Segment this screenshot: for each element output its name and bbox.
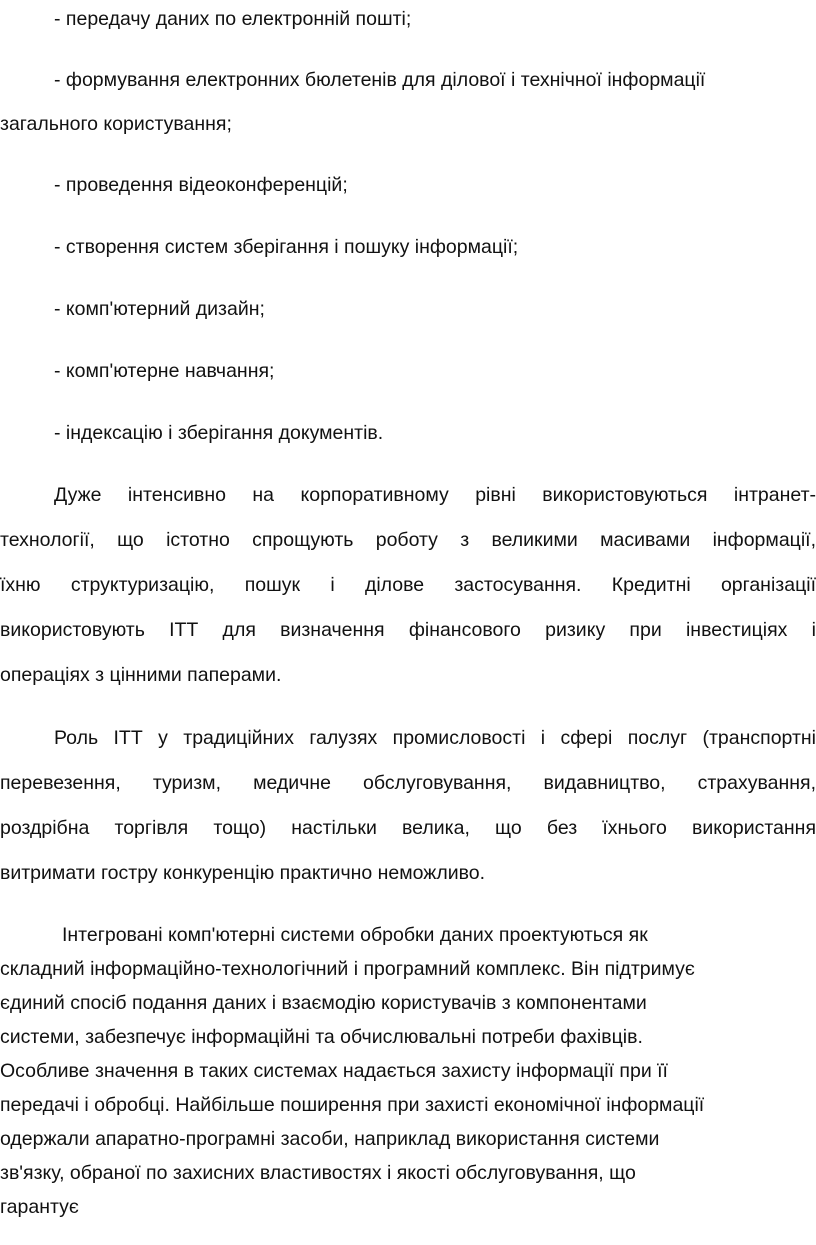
- paragraph-3-line: гарантує: [0, 1196, 79, 1218]
- paragraph-1-line: технології, що істотно спрощують роботу з великими масивами інформації,: [0, 529, 816, 551]
- bullet-item: - передачу даних по електронній пошті;: [54, 8, 412, 30]
- paragraph-2-line: перевезення, туризм, медичне обслуговування, видавництво, страхування,: [0, 772, 816, 794]
- paragraph-1-line: їхню структуризацію, пошук і ділове застосування. Кредитні організації: [0, 574, 816, 596]
- paragraph-3-line: передачі і обробці. Найбільше поширення при захисті економічної інформації: [0, 1094, 705, 1116]
- paragraph-3-line: складний інформаційно-технологічний і програмний комплекс. Він підтримує: [0, 958, 695, 980]
- paragraph-2-line: роздрібна торгівля тощо) настільки велика, що без їхнього використання: [0, 817, 816, 839]
- bullet-item: - індексацію і зберігання документів.: [54, 422, 384, 444]
- paragraph-3-line: системи, забезпечує інформаційні та обчислювальні потреби фахівців.: [0, 1026, 643, 1048]
- paragraph-3-line: одержали апаратно-програмні засоби, наприклад використання системи: [0, 1128, 660, 1150]
- paragraph-3-line: зв'язку, обраної по захисних властивостях і якості обслуговування, що: [0, 1162, 636, 1184]
- paragraph-2-line: Роль ІТТ у традиційних галузях промисловості і сфері послуг (транспортні: [54, 727, 816, 749]
- paragraph-1-line: Дуже інтенсивно на корпоративному рівні використовуються інтранет-: [54, 484, 816, 506]
- paragraph-3-line: Особливе значення в таких системах надається захисту інформації при її: [0, 1060, 668, 1082]
- paragraph-1-line: використовують ІТТ для визначення фінансового ризику при інвестиціях і: [0, 619, 816, 641]
- paragraph-1-line: операціях з цінними паперами.: [0, 664, 282, 686]
- bullet-item: - комп'ютерне навчання;: [54, 360, 275, 382]
- bullet-item: - комп'ютерний дизайн;: [54, 298, 265, 320]
- bullet-item-continuation: загального користування;: [0, 113, 232, 135]
- paragraph-3-line: Інтегровані комп'ютерні системи обробки даних проектуються як: [62, 924, 648, 946]
- paragraph-3-line: єдиний спосіб подання даних і взаємодію користувачів з компонентами: [0, 992, 647, 1014]
- bullet-item: - формування електронних бюлетенів для ділової і технічної інформації: [54, 69, 706, 91]
- bullet-item: - проведення відеоконференцій;: [54, 174, 348, 196]
- paragraph-2-line: витримати гостру конкуренцію практично неможливо.: [0, 862, 486, 884]
- bullet-item: - створення систем зберігання і пошуку інформації;: [54, 236, 519, 258]
